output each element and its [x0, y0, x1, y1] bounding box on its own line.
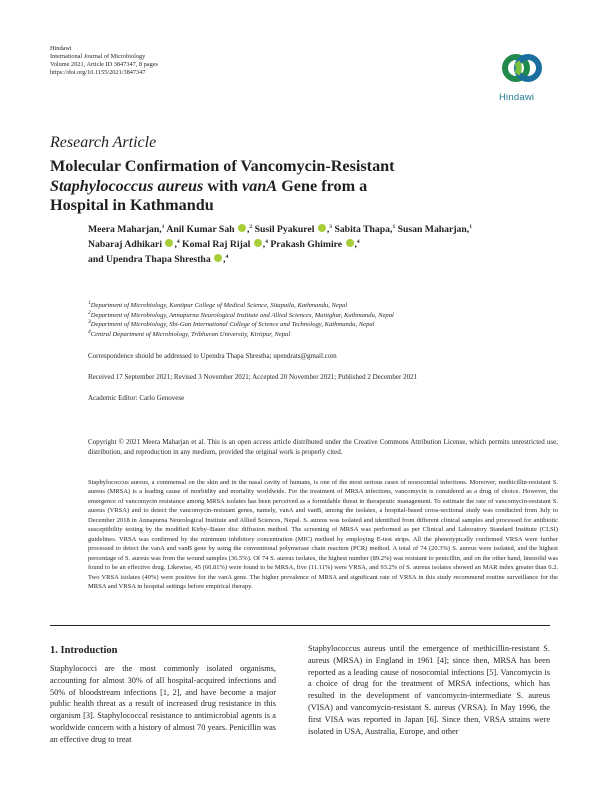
author-name: Nabaraj Adhikari [88, 239, 163, 250]
author-affiliation-number: 1 [392, 223, 396, 230]
author-name: Anil Kumar Sah [166, 224, 235, 235]
author-affiliation-number: 3 [329, 223, 333, 230]
copyright-notice: Copyright © 2021 Meera Maharjan et al. This is an open access article distributed under the Creative Commons Attribution License, which permits unrestricted use, distribution, and reproduction in any medium, provided the original work is properly cited. [88, 438, 558, 456]
affiliation-item [88, 320, 558, 330]
orcid-icon[interactable] [214, 254, 222, 262]
affiliation-number: 4 [88, 328, 91, 335]
academic-editor: Academic Editor: Carlo Genovese [88, 394, 185, 402]
volume-line: Volume 2021, Article ID 3847347, 8 pages [50, 61, 158, 68]
section-divider [50, 625, 550, 626]
title-gene: vanA [242, 176, 278, 195]
author-affiliation-number: 4 [176, 238, 180, 245]
author-affiliation-number: 1 [161, 223, 165, 230]
author-list: Meera Maharjan,$^1$ Anil Kumar Sah ,$^2$ Susil Pyakurel ,$^3$ Sabita Thapa,$^1$ Susan Maharjan,$^1$ Nabaraj Adhikari ,$^4$ Komal Raj Rijal ,$^4$ Prakash Ghimire ,$^4$ and Upendra Thapa Shrestha ,$^4$ [88, 223, 472, 265]
journal-meta [50, 45, 158, 77]
orcid-icon[interactable] [165, 239, 173, 247]
title-line-2 [50, 177, 570, 197]
author-affiliation-number: 4 [225, 253, 229, 260]
title-organism: Staphylococcus aureus [50, 176, 204, 195]
affiliation-text: Department of Microbiology, Kantipur College of Medical Science, Sitapaila, Kathmandu, Nepal [90, 302, 348, 309]
affiliation-text: Central Department of Microbiology, Tribhuvan University, Kirtipur, Nepal [90, 330, 291, 338]
title-line-3: Hospital in Kathmandu [50, 196, 214, 214]
affiliation-text: Department of Microbiology, Shi-Gan International College of Science and Technology, Kathmandu, Nepal [90, 321, 375, 328]
journal-name: International Journal of Microbiology [50, 53, 146, 60]
affiliation-text: Department of Microbiology, Annapurna Neurological Institute and Allied Sciences, Maitighar, Kathmandu, Nepal [90, 311, 394, 319]
author-name: Susil Pyakurel [254, 224, 315, 235]
logo-text: Hindawi [499, 92, 535, 103]
author-name: Komal Raj Rijal [182, 239, 251, 250]
introduction-column-left: Staphylococci are the most commonly isolated organisms, accounting for almost 30% of all hospital-acquired infections and 50% of bloodstream infections [1, 2], and have become a major public health threat as a result of increased drug resistance in this organism [3]. Staphylococcal resistance to antimicrobial agents is a worldwide concern with a history of almost 70 years. Penicillin was an effective drug to treat [50, 664, 276, 744]
author-affiliation-number: 4 [356, 238, 360, 245]
author-name: Prakash Ghimire [270, 239, 343, 250]
orcid-icon[interactable] [318, 224, 326, 232]
author-affiliation-number: 1 [469, 223, 472, 230]
author-name: Sabita Thapa, [334, 224, 393, 235]
introduction-heading: 1. Introduction [50, 645, 118, 656]
title-line-1: Molecular Confirmation of Vancomycin-Resistant [50, 157, 395, 175]
affiliation-list [88, 301, 558, 339]
article-title [50, 157, 570, 216]
author-name: Meera Maharjan, [88, 224, 162, 235]
title-line-2-end: Gene from a [277, 176, 368, 195]
doi-link[interactable]: https://doi.org/10.1155/2021/3847347 [50, 69, 146, 76]
introduction-column-right: Staphylococcus aureus until the emergence of methicillin-resistant S. aureus (MRSA) in England in 1961 [4]; since then, MRSA has been reported as a leading cause of nosocomial infections [5]. Vancomycin is a choice of drug for the treatment of MRSA infections, which has resulted in the development of vancomycin-intermediate S. aureus (VISA) and vancomycin-resistant S. aureus (VRSA). In May 1996, the first VISA was reported in Japan [6]. Since then, VRSA strains were isolated in USA, Australia, Europe, and other [308, 644, 550, 736]
affiliation-item [88, 311, 558, 321]
author-affiliation-number: 2 [249, 223, 253, 230]
affiliation-item [88, 301, 558, 311]
author-affiliation-number: 4 [265, 238, 268, 245]
title-with: with [203, 176, 243, 195]
orcid-icon[interactable] [346, 239, 354, 247]
abstract: Staphylococcus aureus, a commensal on the skin and in the nasal cavity of humans, is one of the most serious cases of nosocomial infections. Moreover, methicillin-resistant S. aureus (MRSA) is a leading cause of morbidity and mortality worldwide. For the treatment of MRSA infections, vancomycin is considered as a drug of choice. However, the emergence of vancomycin resistance among MRSA isolates has been perceived as a formidable threat in therapeutic management. To estimate the rate of vancomycin-resistant S. aureus (VRSA) and to detect the vancomycin-resistant genes, namely, vanA and vanB, among the isolates, a hospital-based cross-sectional study was conducted from July to December 2018 in Annapurna Neurological Institute and Allied Sciences, Nepal. S. aureus was isolated and identified from different clinical samples and processed for antibiotic susceptibility testing by the modified Kirby–Bauer disc diffusion method. The screening of MRSA was performed as per Clinical and Laboratory Standard Institute (CLSI) guidelines. VRSA was confirmed by the minimum inhibitory concentration (MIC) method by employing E-test strips. All the phenotypically confirmed VRSA were further processed to detect the vanA and vanB gene by using the conventional polymerase chain reaction (PCR) method. A total of 74 (20.3%) S. aureus were isolated, and the highest percentage of S. aureus was from the wound samples (36.5%). Of 74 S. aureus isolates, the highest number (89.2%) was resistant to penicillin, and on the other hand, linezolid was found to be an effective drug. Likewise, 45 (60.81%) were found to be MRSA, five (11.11%) were VRSA, and 93.2% of S. aureus isolates showed an MAR index greater than 0.2. Two VRSA isolates (40%) were positive for the vanA gene. The higher prevalence of MRSA and significant rate of VRSA in this study recommend routine surveillance for the MRSA and VRSA in hospital settings before empirical therapy. [88, 479, 558, 590]
orcid-icon[interactable] [254, 239, 262, 247]
affiliation-number: 2 [88, 309, 91, 316]
affiliation-item [88, 330, 558, 340]
article-type: Research Article [50, 134, 157, 151]
author-name: and Upendra Thapa Shrestha [88, 254, 211, 265]
correspondence: Correspondence should be addressed to Upendra Thapa Shrestha; upendrats@gmail.com [88, 352, 337, 360]
affiliation-number: 1 [88, 299, 91, 306]
author-name: Susan Maharjan, [397, 224, 470, 235]
publisher-name: Hindawi [50, 45, 72, 52]
article-dates: Received 17 September 2021; Revised 3 November 2021; Accepted 20 November 2021; Published 2 December 2021 [88, 373, 418, 381]
affiliation-number: 3 [88, 318, 91, 325]
orcid-icon[interactable] [238, 224, 246, 232]
